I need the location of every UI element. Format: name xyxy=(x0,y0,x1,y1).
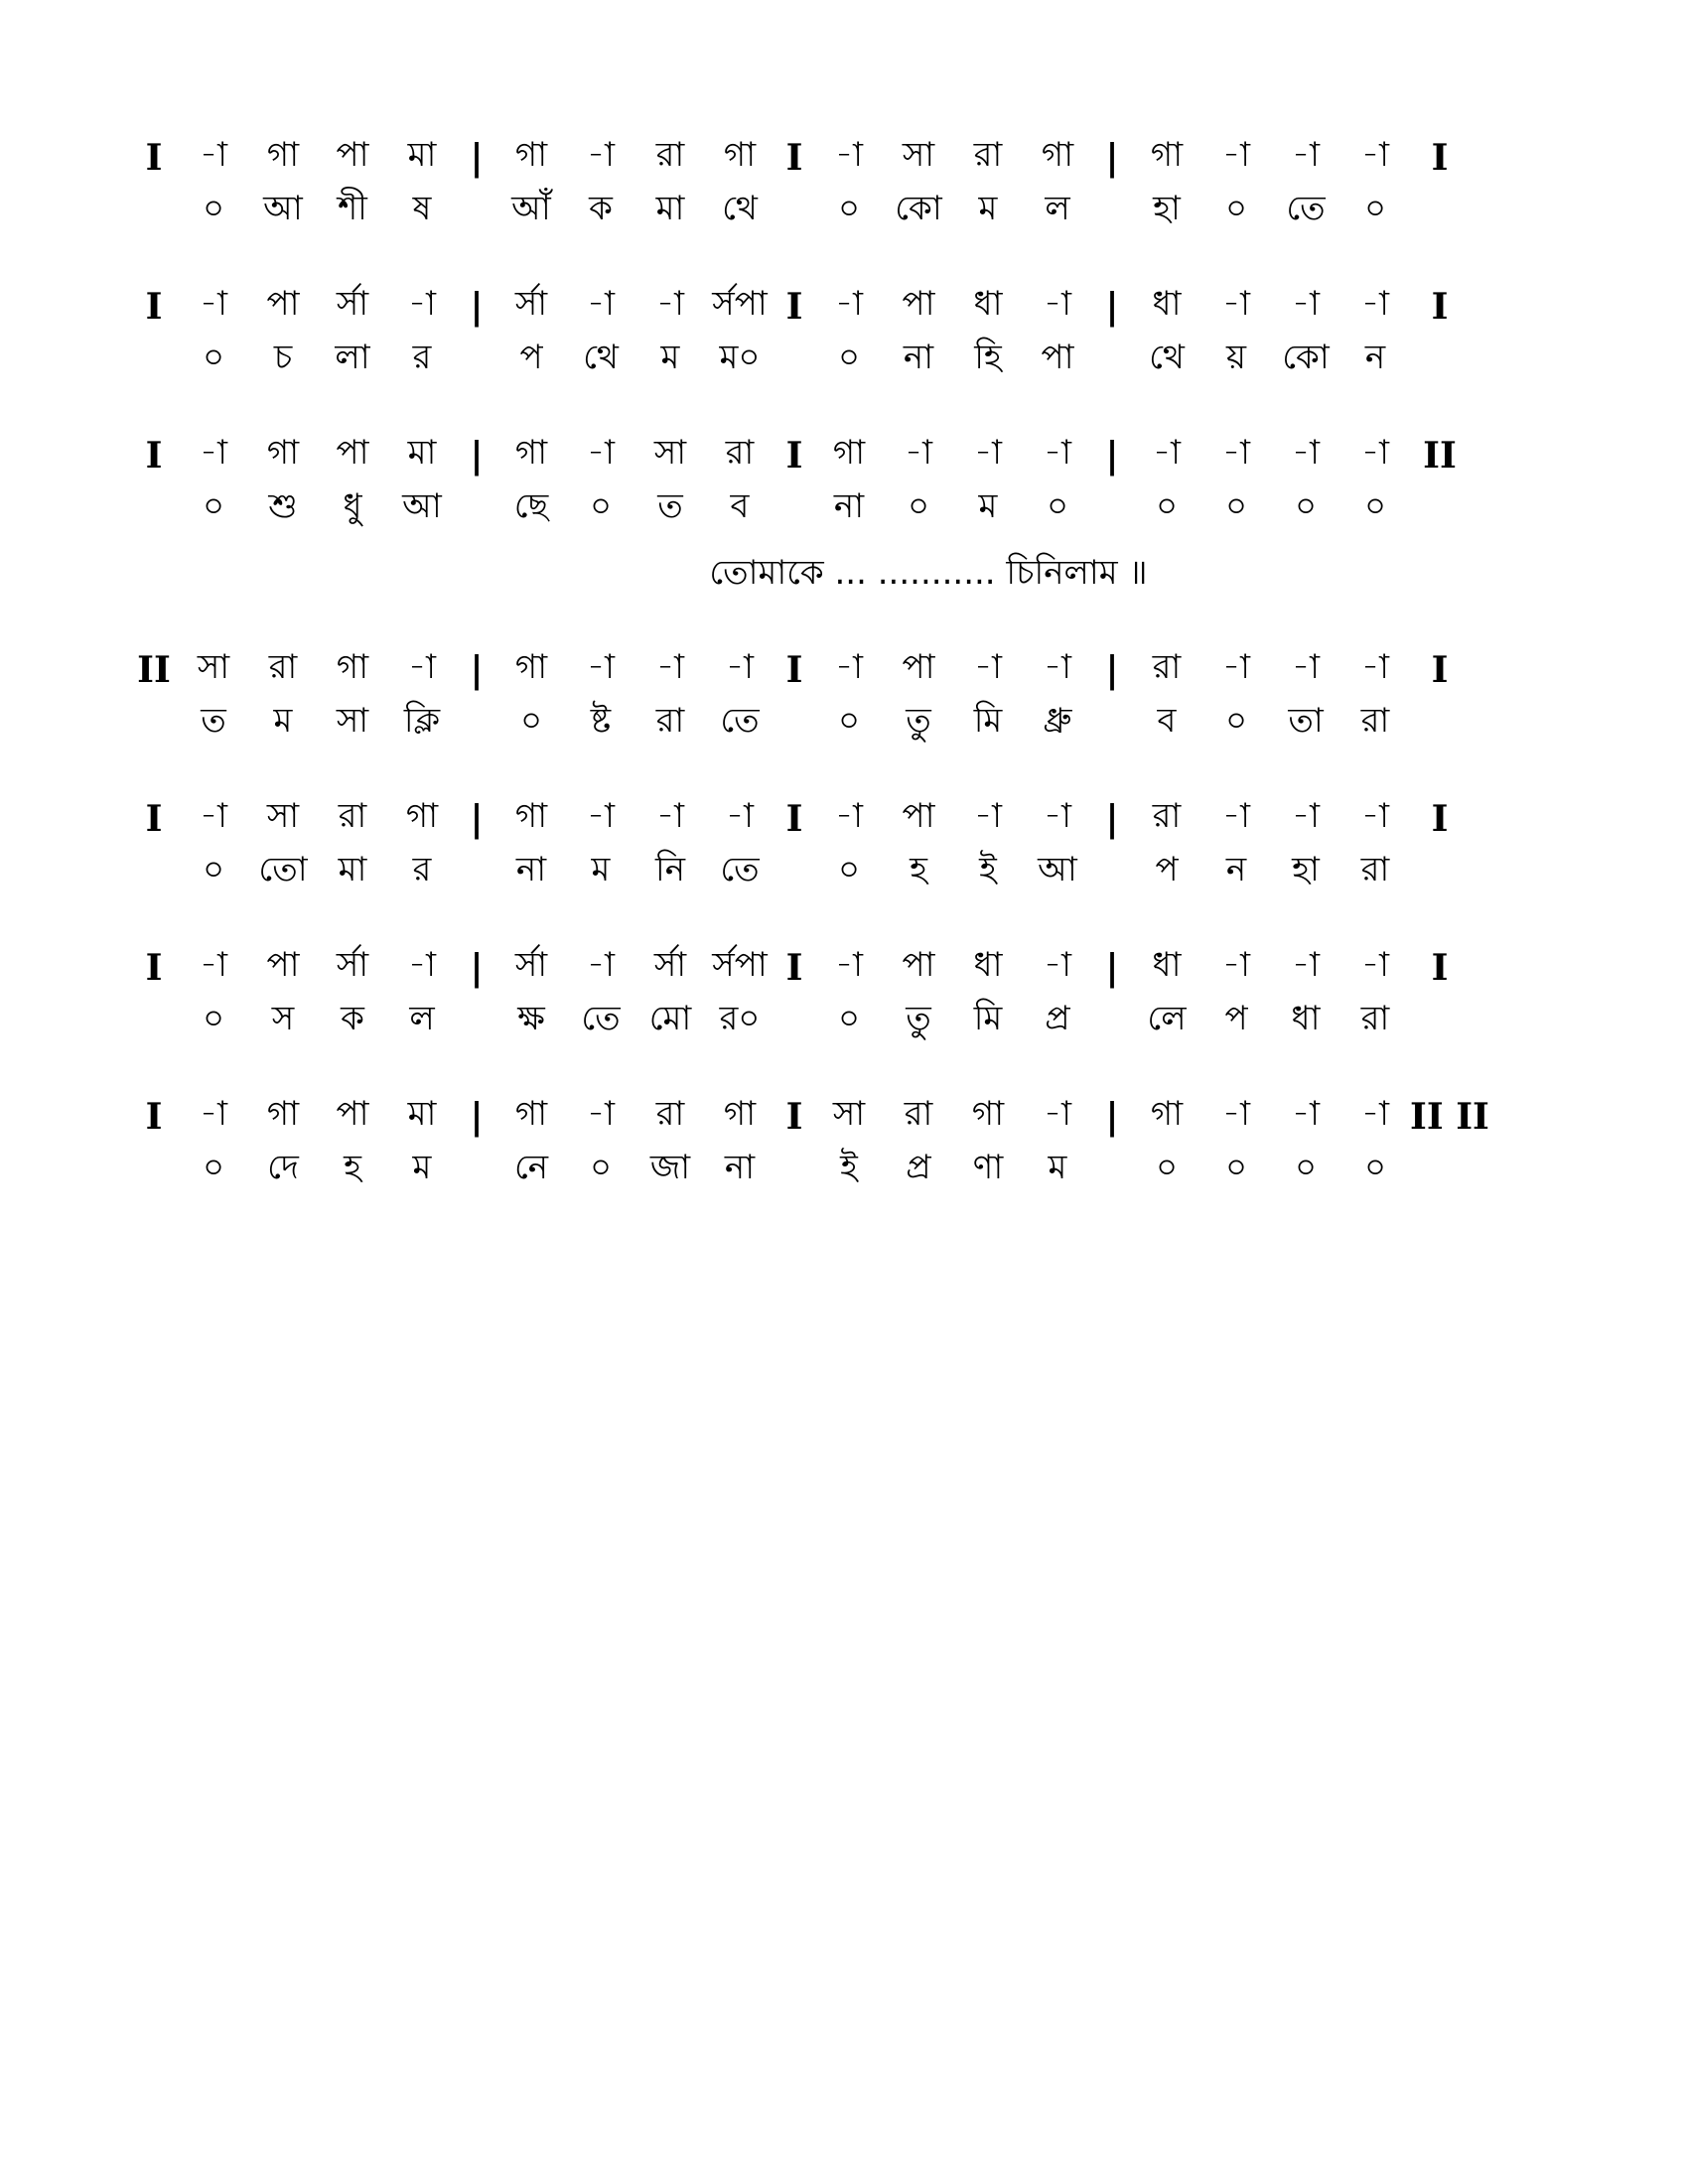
lyric-cell: আ xyxy=(1038,850,1077,889)
lyric-cell: লা xyxy=(335,338,370,377)
lyric-cell: ন xyxy=(1225,850,1247,889)
lyric-row xyxy=(129,844,1559,897)
notation-row xyxy=(129,129,1559,183)
note-cell: -া xyxy=(587,945,615,985)
lyric-cell: আঁ xyxy=(511,189,551,228)
bar-line: I xyxy=(785,285,803,328)
lyric-cell: ক্ষ xyxy=(517,999,545,1038)
lyric-cell: প্র xyxy=(1045,999,1070,1038)
notation-sheet xyxy=(129,129,1559,1195)
lyric-cell: হা xyxy=(1153,189,1181,228)
note-cell: গা xyxy=(266,135,300,175)
lyric-cell: হা xyxy=(1292,850,1320,889)
lyric-cell: না xyxy=(724,1148,756,1187)
lyric-cell: তে xyxy=(720,701,760,741)
note-cell: -া xyxy=(1044,1094,1071,1134)
lyric-cell: রা xyxy=(1360,701,1390,741)
note-cell: রা xyxy=(725,433,755,473)
note-cell: -া xyxy=(408,945,436,985)
notation-block-1 xyxy=(129,129,1559,534)
bar-line: | xyxy=(470,648,484,691)
note-cell: সা xyxy=(197,647,230,687)
note-cell: -া xyxy=(726,796,754,836)
note-cell: -া xyxy=(1361,647,1389,687)
lyric-cell: ০ xyxy=(837,189,861,228)
bar-line: | xyxy=(1105,1095,1119,1138)
note-cell: -া xyxy=(905,433,932,473)
note-cell: ধা xyxy=(1152,284,1182,324)
lyric-cell: ০ xyxy=(907,486,930,526)
refrain-line: তোমাকে ... ........... চিনিলাম ॥ xyxy=(709,553,1148,593)
note-cell: -া xyxy=(1044,647,1071,687)
lyric-cell: ০ xyxy=(202,999,225,1038)
bar-line: I xyxy=(785,136,803,179)
note-cell: -া xyxy=(1044,433,1071,473)
notation-row xyxy=(129,278,1559,332)
note-cell: -া xyxy=(200,796,227,836)
lyric-cell: ০ xyxy=(202,486,225,526)
note-cell: -া xyxy=(1361,1094,1389,1134)
lyric-cell: ০ xyxy=(1363,486,1387,526)
lyric-cell: ম xyxy=(412,1148,432,1187)
lyric-cell: শু xyxy=(268,486,298,526)
lyric-cell: জা xyxy=(649,1148,691,1187)
lyric-cell: ই xyxy=(979,850,997,889)
lyric-cell: ম xyxy=(591,850,611,889)
bar-line: I xyxy=(145,946,163,989)
lyric-cell: ০ xyxy=(589,1148,613,1187)
lyric-cell: মো xyxy=(648,999,692,1038)
note-cell: -া xyxy=(726,647,754,687)
note-cell: র্সপা xyxy=(712,945,768,985)
lyric-row xyxy=(129,183,1559,236)
lyric-cell: প xyxy=(1224,999,1248,1038)
lyric-cell: র০ xyxy=(719,999,761,1038)
lyric-cell: হ xyxy=(910,850,927,889)
lyric-cell: তো xyxy=(258,850,308,889)
note-cell: গা xyxy=(405,796,439,836)
lyric-cell: ম xyxy=(978,486,998,526)
note-cell: -া xyxy=(656,284,684,324)
note-cell: -া xyxy=(1222,284,1250,324)
lyric-cell: তু xyxy=(906,701,931,741)
note-cell: -া xyxy=(974,796,1002,836)
note-cell: -া xyxy=(835,135,863,175)
note-cell: রা xyxy=(1152,796,1182,836)
lyric-cell: ০ xyxy=(1224,701,1248,741)
lyric-cell: শী xyxy=(338,189,367,228)
notation-row xyxy=(129,427,1559,480)
lyric-cell: ক xyxy=(589,189,613,228)
note-cell: -া xyxy=(1292,1094,1320,1134)
lyric-cell: লে xyxy=(1147,999,1187,1038)
lyric-cell: না xyxy=(515,850,547,889)
bar-line: | xyxy=(470,946,484,989)
bar-line: I xyxy=(145,285,163,328)
note-cell: গা xyxy=(1150,1094,1184,1134)
note-cell: পা xyxy=(902,945,935,985)
lyric-cell: তা xyxy=(1288,701,1324,741)
bar-line: I xyxy=(1431,797,1449,840)
note-cell: -া xyxy=(587,647,615,687)
lyric-cell: দে xyxy=(267,1148,299,1187)
note-cell: র্সা xyxy=(653,945,687,985)
note-cell: -া xyxy=(587,433,615,473)
bar-line: I xyxy=(145,136,163,179)
lyric-cell: ০ xyxy=(1363,1148,1387,1187)
note-cell: গা xyxy=(514,1094,548,1134)
note-cell: -া xyxy=(1292,433,1320,473)
lyric-cell: প xyxy=(1155,850,1179,889)
note-cell: -া xyxy=(1044,284,1071,324)
note-cell: সা xyxy=(902,135,935,175)
note-cell: রা xyxy=(268,647,298,687)
bar-line: | xyxy=(1105,648,1119,691)
note-cell: গা xyxy=(336,647,369,687)
lyric-cell: মি xyxy=(973,999,1003,1038)
note-cell: -া xyxy=(835,284,863,324)
lyric-cell: ব xyxy=(1157,701,1177,741)
bar-line: II II xyxy=(1410,1095,1489,1138)
lyric-cell: ধু xyxy=(343,486,362,526)
lyric-cell: য় xyxy=(1225,338,1247,377)
note-cell: -া xyxy=(656,647,684,687)
note-cell: ধা xyxy=(973,945,1003,985)
note-cell: -া xyxy=(1044,945,1071,985)
note-cell: -া xyxy=(1292,945,1320,985)
note-cell: -া xyxy=(1222,945,1250,985)
lyric-cell: না xyxy=(833,486,865,526)
note-cell: -া xyxy=(587,796,615,836)
lyric-cell: ০ xyxy=(837,999,861,1038)
note-cell: -া xyxy=(587,135,615,175)
lyric-row xyxy=(129,480,1559,534)
note-cell: -া xyxy=(587,1094,615,1134)
bar-line: I xyxy=(1431,136,1449,179)
note-cell: সা xyxy=(653,433,687,473)
note-cell: -া xyxy=(835,647,863,687)
note-cell: র্সা xyxy=(336,284,369,324)
lyric-cell: ০ xyxy=(837,850,861,889)
lyric-cell: মি xyxy=(973,701,1003,741)
lyric-cell: থে xyxy=(1149,338,1185,377)
lyric-cell: রা xyxy=(1360,850,1390,889)
bar-line: | xyxy=(1105,797,1119,840)
note-cell: -া xyxy=(200,1094,227,1134)
lyric-cell: ০ xyxy=(519,701,543,741)
lyric-cell: ম xyxy=(273,701,293,741)
note-cell: পা xyxy=(336,433,369,473)
lyric-cell: কো xyxy=(1282,338,1330,377)
lyric-cell: নে xyxy=(513,1148,549,1187)
note-cell: পা xyxy=(902,647,935,687)
note-cell: -া xyxy=(1222,135,1250,175)
note-cell: রা xyxy=(655,1094,685,1134)
note-cell: -া xyxy=(1292,135,1320,175)
note-cell: -া xyxy=(1222,796,1250,836)
lyric-cell: ম xyxy=(978,189,998,228)
bar-line: I xyxy=(785,1095,803,1138)
lyric-cell: ০ xyxy=(1155,486,1179,526)
note-cell: -া xyxy=(200,135,227,175)
lyric-row xyxy=(129,1142,1559,1195)
lyric-cell: ল xyxy=(409,999,435,1038)
lyric-cell: থে xyxy=(722,189,758,228)
bar-line: I xyxy=(1431,946,1449,989)
bar-line: | xyxy=(1105,136,1119,179)
note-cell: -া xyxy=(408,284,436,324)
note-cell: -া xyxy=(1222,1094,1250,1134)
lyric-cell: ব xyxy=(730,486,750,526)
note-cell: -া xyxy=(1361,945,1389,985)
lyric-cell: ধা xyxy=(1291,999,1321,1038)
lyric-cell: র xyxy=(412,338,432,377)
note-cell: র্সা xyxy=(514,945,548,985)
bar-line: I xyxy=(785,946,803,989)
note-cell: -া xyxy=(1153,433,1181,473)
note-cell: -া xyxy=(1361,135,1389,175)
lyric-cell: ০ xyxy=(1224,486,1248,526)
lyric-cell: ষ xyxy=(412,189,432,228)
note-cell: -া xyxy=(200,284,227,324)
bar-line: I xyxy=(785,434,803,477)
lyric-cell: ছে xyxy=(513,486,549,526)
lyric-cell: ক xyxy=(341,999,364,1038)
lyric-cell: ম xyxy=(660,338,680,377)
lyric-cell: না xyxy=(903,338,934,377)
lyric-cell: পা xyxy=(1041,338,1074,377)
bar-line: I xyxy=(1431,285,1449,328)
lyric-cell: স xyxy=(271,999,295,1038)
note-cell: গা xyxy=(723,1094,757,1134)
lyric-cell: মা xyxy=(338,850,367,889)
note-cell: গা xyxy=(266,433,300,473)
note-cell: -া xyxy=(200,945,227,985)
bar-line: | xyxy=(470,434,484,477)
note-cell: ধা xyxy=(973,284,1003,324)
lyric-cell: তে xyxy=(581,999,621,1038)
lyric-cell: চ xyxy=(273,338,293,377)
note-cell: গা xyxy=(514,135,548,175)
lyric-cell: ০ xyxy=(1155,1148,1179,1187)
bar-line: I xyxy=(785,797,803,840)
lyric-cell: রা xyxy=(655,701,685,741)
note-cell: -া xyxy=(587,284,615,324)
lyric-cell: তে xyxy=(1286,189,1326,228)
bar-line: II xyxy=(137,648,171,691)
lyric-cell: র xyxy=(412,850,432,889)
bar-line: | xyxy=(1105,285,1119,328)
note-cell: -া xyxy=(1292,796,1320,836)
lyric-cell: তে xyxy=(720,850,760,889)
note-cell: পা xyxy=(336,135,369,175)
note-cell: রা xyxy=(1152,647,1182,687)
note-cell: -া xyxy=(1361,433,1389,473)
note-cell: -া xyxy=(974,647,1002,687)
lyric-cell: ম০ xyxy=(719,338,761,377)
bar-line: | xyxy=(470,136,484,179)
lyric-cell: ০ xyxy=(1294,486,1318,526)
lyric-cell: আ xyxy=(263,189,303,228)
note-cell: র্সা xyxy=(336,945,369,985)
lyric-cell: ০ xyxy=(1224,1148,1248,1187)
lyric-cell: রা xyxy=(1360,999,1390,1038)
lyric-cell: ধ্রু xyxy=(1043,701,1072,741)
lyric-cell: প্র xyxy=(906,1148,931,1187)
note-cell: গা xyxy=(1150,135,1184,175)
note-cell: সা xyxy=(266,796,300,836)
note-cell: -া xyxy=(1222,433,1250,473)
bar-line: I xyxy=(1431,648,1449,691)
lyric-cell: সা xyxy=(336,701,369,741)
note-cell: রা xyxy=(973,135,1003,175)
bar-line: I xyxy=(145,797,163,840)
bar-line: | xyxy=(470,1095,484,1138)
bar-line: | xyxy=(470,797,484,840)
bar-line: | xyxy=(1105,434,1119,477)
lyric-cell: মা xyxy=(655,189,685,228)
note-cell: রা xyxy=(338,796,367,836)
bar-line: | xyxy=(1105,946,1119,989)
lyric-cell: ল xyxy=(1045,189,1070,228)
note-cell: মা xyxy=(407,135,437,175)
lyric-row xyxy=(129,332,1559,385)
notation-block-2 xyxy=(129,641,1559,1195)
lyric-cell: ০ xyxy=(1046,486,1069,526)
note-cell: রা xyxy=(655,135,685,175)
lyric-cell: ত xyxy=(201,701,226,741)
note-cell: গা xyxy=(723,135,757,175)
lyric-cell: ০ xyxy=(1224,189,1248,228)
note-cell: গা xyxy=(514,433,548,473)
note-cell: -া xyxy=(1292,284,1320,324)
lyric-cell: আ xyxy=(402,486,442,526)
lyric-cell: ম xyxy=(1048,1148,1067,1187)
note-cell: গা xyxy=(514,647,548,687)
lyric-cell: হ xyxy=(344,1148,361,1187)
note-cell: পা xyxy=(336,1094,369,1134)
lyric-cell: ণা xyxy=(972,1148,1004,1187)
note-cell: গা xyxy=(1041,135,1074,175)
note-cell: সা xyxy=(832,1094,866,1134)
lyric-cell: ষ্ট xyxy=(590,701,612,741)
note-cell: -া xyxy=(1222,647,1250,687)
lyric-cell: তু xyxy=(906,999,931,1038)
lyric-cell: ০ xyxy=(837,701,861,741)
notation-row xyxy=(129,1088,1559,1142)
lyric-row xyxy=(129,695,1559,749)
note-cell: রা xyxy=(904,1094,933,1134)
note-cell: র্সপা xyxy=(712,284,768,324)
notation-row xyxy=(129,939,1559,993)
lyric-cell: ০ xyxy=(1363,189,1387,228)
note-cell: গা xyxy=(832,433,866,473)
note-cell: গা xyxy=(971,1094,1005,1134)
lyric-cell: ০ xyxy=(202,1148,225,1187)
bar-line: I xyxy=(145,434,163,477)
note-cell: -া xyxy=(1361,284,1389,324)
lyric-cell: ০ xyxy=(202,189,225,228)
lyric-cell: ত xyxy=(657,486,683,526)
note-cell: গা xyxy=(514,796,548,836)
lyric-cell: ০ xyxy=(202,338,225,377)
note-cell: পা xyxy=(902,284,935,324)
lyric-cell: ০ xyxy=(202,850,225,889)
note-cell: -া xyxy=(1361,796,1389,836)
lyric-cell: ন xyxy=(1364,338,1386,377)
note-cell: পা xyxy=(266,284,300,324)
lyric-cell: থে xyxy=(583,338,619,377)
lyric-cell: নি xyxy=(654,850,686,889)
note-cell: -া xyxy=(1044,796,1071,836)
note-cell: -া xyxy=(974,433,1002,473)
lyric-cell: ক্লি xyxy=(403,701,441,741)
bar-line: | xyxy=(470,285,484,328)
lyric-cell: ০ xyxy=(589,486,613,526)
notation-row xyxy=(129,790,1559,844)
lyric-cell: ০ xyxy=(837,338,861,377)
bar-line: I xyxy=(785,648,803,691)
note-cell: -া xyxy=(200,433,227,473)
note-cell: গা xyxy=(266,1094,300,1134)
note-cell: মা xyxy=(407,433,437,473)
notation-row xyxy=(129,641,1559,695)
note-cell: -া xyxy=(656,796,684,836)
note-cell: -া xyxy=(1292,647,1320,687)
bar-line: II xyxy=(1423,434,1457,477)
note-cell: র্সা xyxy=(514,284,548,324)
note-cell: -া xyxy=(408,647,436,687)
bar-line: I xyxy=(145,1095,163,1138)
note-cell: মা xyxy=(407,1094,437,1134)
note-cell: ধা xyxy=(1152,945,1182,985)
lyric-row xyxy=(129,993,1559,1046)
lyric-cell: প xyxy=(519,338,543,377)
lyric-cell: কো xyxy=(895,189,942,228)
lyric-cell: ই xyxy=(840,1148,858,1187)
note-cell: -া xyxy=(835,796,863,836)
lyric-cell: ০ xyxy=(1294,1148,1318,1187)
lyric-cell: হি xyxy=(974,338,1002,377)
note-cell: পা xyxy=(902,796,935,836)
note-cell: -া xyxy=(835,945,863,985)
note-cell: পা xyxy=(266,945,300,985)
